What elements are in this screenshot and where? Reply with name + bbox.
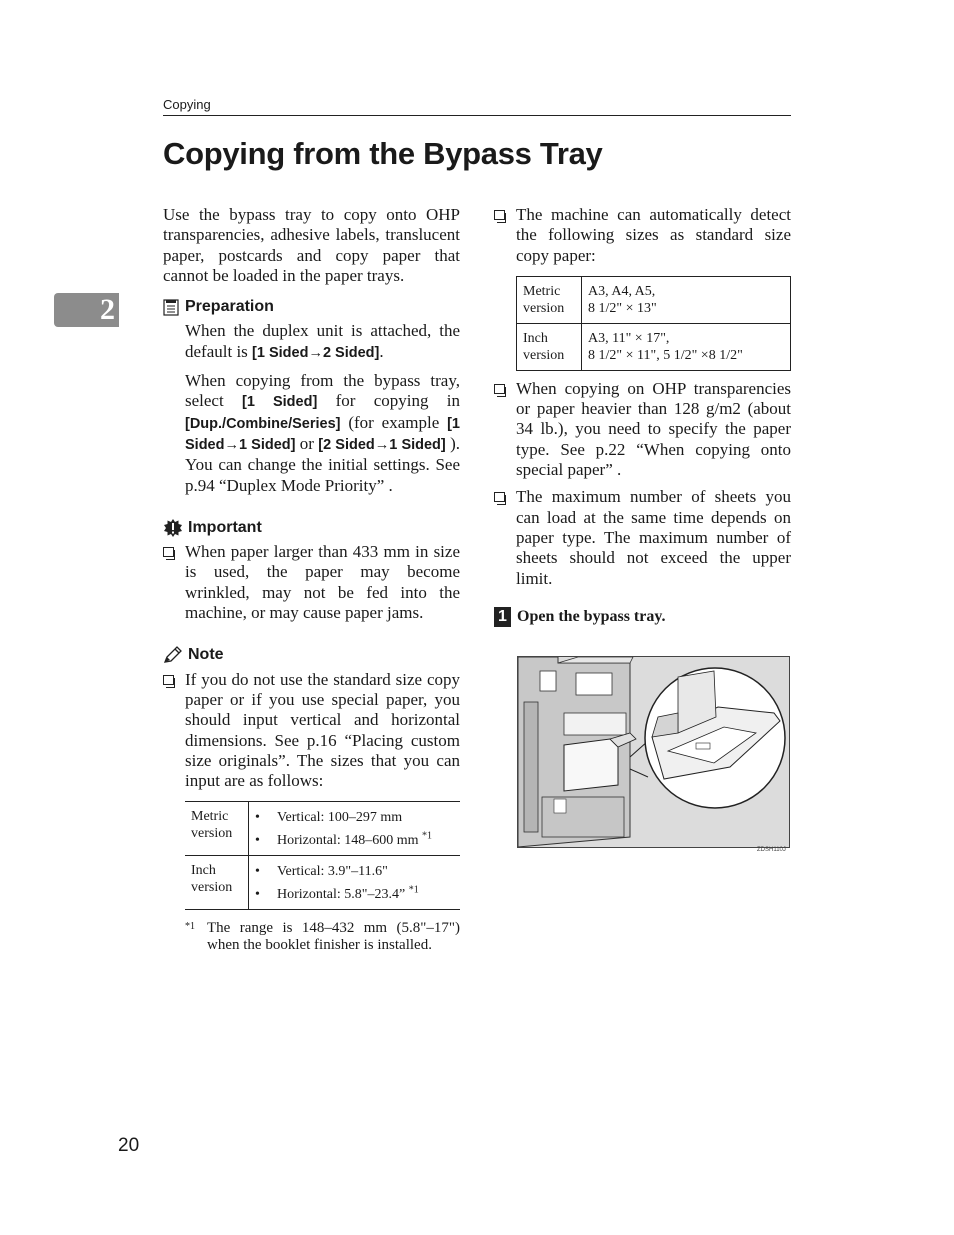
header-rule — [163, 115, 791, 116]
step-1 — [494, 607, 791, 627]
note-heading — [163, 645, 460, 665]
bypass-tray-illustration — [517, 656, 790, 848]
illustration-code: ZDSH110J — [757, 847, 786, 853]
preparation-paragraph-1: When the duplex unit is attached, the default is [1 Sided→2 Sided]. — [185, 321, 460, 361]
important-heading — [163, 518, 460, 538]
table-cell-values: A3, A4, A5, 8 1/2" × 13" — [582, 276, 791, 323]
important-heading-label: Important — [188, 518, 262, 536]
table-row — [185, 856, 460, 910]
table-cell-values: A3, 11" × 17", 8 1/2" × 11", 5 1/2" ×8 1/2" — [582, 323, 791, 370]
page-title: Copying from the Bypass Tray — [163, 136, 603, 171]
custom-size-table — [185, 801, 460, 910]
step-label: Open the bypass tray. — [517, 607, 666, 625]
checkbox-bullet-icon — [494, 384, 505, 394]
preparation-paragraph-2: When copying from the bypass tray, select [1 Sided] for copying in [Dup./Combine/Series] (for example [1 Sided→1 Sided] or [2 Sided→1 Sided] ). You can change the initial settings. See p.94 “Duplex Mode Priority” . — [185, 371, 460, 495]
key-1sided-1sided: [1 Sided→1 Sided] — [185, 415, 460, 453]
key-1sided-2sided: [1 Sided→2 Sided] — [252, 344, 380, 361]
page-number: 20 — [118, 1135, 140, 1156]
auto-detect-item: The machine can automatically detect the following sizes as standard size copy paper: — [494, 205, 791, 266]
footnote: *1 The range is 148–432 mm (5.8"–17") when the booklet finisher is installed. — [185, 920, 460, 954]
table-row — [517, 323, 791, 370]
standard-size-table — [516, 276, 791, 371]
important-item: When paper larger than 433 mm in size is used, the paper may become wrinkled, may not be fed into the machine, or may cause paper jams. — [163, 542, 460, 623]
important-icon — [163, 518, 183, 538]
intro-paragraph: Use the bypass tray to copy onto OHP transparencies, adhesive labels, translucent paper, postcards and copy paper that cannot be loaded in the paper trays. — [163, 205, 460, 285]
max-sheets-item: The maximum number of sheets you can load at the same time depends on paper type. The maximum number of sheets should not exceed the upper limit. — [494, 487, 791, 588]
table-cell-label: Inch version — [517, 323, 582, 370]
running-header: Copying — [163, 97, 211, 112]
checkbox-bullet-icon — [494, 492, 505, 502]
key-2sided-1sided: [2 Sided→1 Sided] — [318, 436, 446, 453]
left-column — [163, 205, 460, 954]
checkbox-bullet-icon — [494, 210, 505, 220]
copier-illustration-icon — [518, 657, 789, 847]
table-cell-label: Metric version — [517, 276, 582, 323]
table-row — [517, 276, 791, 323]
note-item: If you do not use the standard size copy paper or if you use special paper, you should input vertical and horizontal dimensions. See p.16 “Placing custom size originals”. The sizes that you can input are as follows: — [163, 670, 460, 792]
table-row — [185, 802, 460, 856]
chapter-number: 2 — [100, 293, 115, 326]
step-number-badge: 1 — [494, 607, 511, 627]
pencil-icon — [163, 646, 183, 664]
checkbox-bullet-icon — [163, 547, 174, 557]
ohp-item: When copying on OHP transparencies or paper heavier than 128 g/m2 (about 34 lb.), you need to specify the paper type. See p.22 “When copying onto special paper” . — [494, 379, 791, 480]
chapter-tab — [54, 293, 119, 327]
preparation-heading — [163, 297, 460, 317]
table-cell-label: Inch version — [185, 856, 249, 910]
key-dup-combine-series: [Dup./Combine/Series] — [185, 415, 341, 432]
preparation-heading-label: Preparation — [185, 298, 274, 316]
table-cell-label: Metric version — [185, 802, 249, 856]
table-cell-values: • Vertical: 3.9"–11.6" • Horizontal: 5.8"–23.4” $^{*1}$ — [249, 856, 461, 910]
key-1sided: [1 Sided] — [242, 394, 318, 411]
table-cell-values: • Vertical: 100–297 mm • Horizontal: 148–600 mm $^{*1}$ — [249, 802, 461, 856]
right-column — [494, 205, 791, 627]
preparation-icon — [163, 299, 180, 316]
note-heading-label: Note — [188, 646, 224, 664]
checkbox-bullet-icon — [163, 675, 174, 685]
